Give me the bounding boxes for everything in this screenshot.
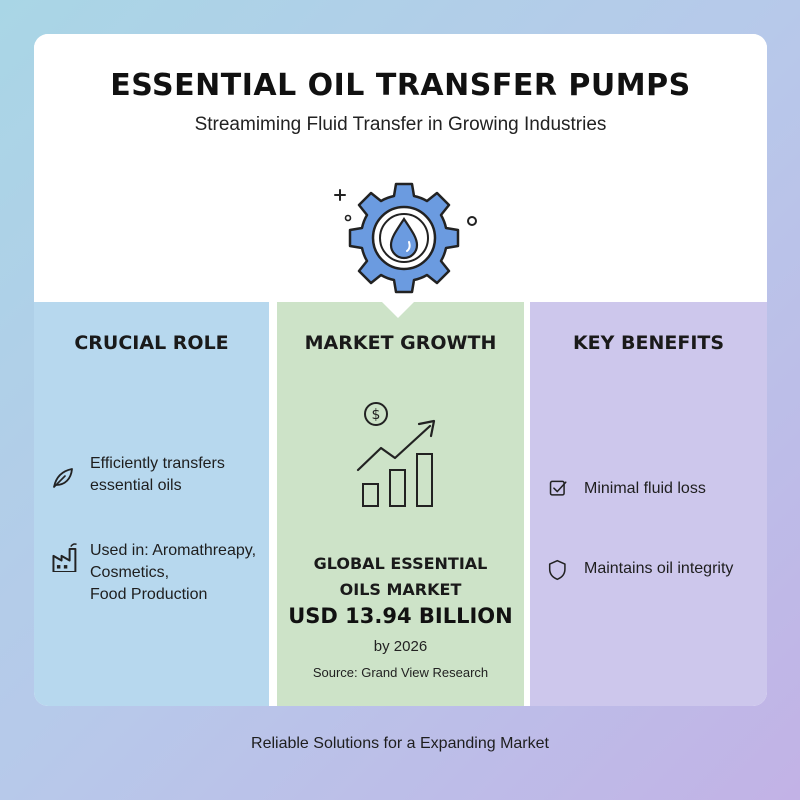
list-item (50, 540, 256, 606)
item-text: Minimal fluid loss (584, 480, 706, 497)
page-title: ESSENTIAL OIL TRANSFER PUMPS (110, 68, 691, 103)
gear-oil-drop-icon (330, 174, 490, 304)
item-text: Efficiently transfers essential oils (90, 455, 225, 494)
svg-text:$: $ (371, 407, 381, 423)
page-subtitle: Streamiming Fluid Transfer in Growing Industries (194, 114, 607, 135)
growth-chart-dollar-icon (355, 400, 447, 512)
column-heading: MARKET GROWTH (304, 332, 497, 354)
list-item (548, 478, 706, 500)
market-title: GLOBAL ESSENTIAL OILS MARKET (313, 554, 488, 599)
header-section (34, 34, 767, 302)
column-heading: KEY BENEFITS (572, 332, 725, 354)
footer-tagline: Reliable Solutions for a Expanding Market (251, 735, 549, 752)
dot-icon (346, 216, 351, 221)
market-year: by 2026 (373, 638, 428, 655)
header-pointer (382, 302, 414, 318)
columns-section (34, 302, 767, 706)
leaf-icon (50, 465, 76, 491)
market-growth-column (277, 302, 524, 706)
list-item (548, 558, 733, 582)
crucial-role-column (34, 302, 269, 706)
item-text: Used in: Aromathreapy, Cosmetics, Food Production (90, 542, 257, 603)
list-item (50, 453, 225, 497)
key-benefits-column (530, 302, 767, 706)
dot-icon (468, 217, 476, 225)
item-text: Maintains oil integrity (584, 560, 734, 577)
factory-icon (50, 542, 80, 572)
market-value: USD 13.94 BILLION (288, 604, 513, 628)
checkbox-icon (548, 478, 570, 500)
market-source: Source: Grand View Research (312, 665, 489, 680)
column-heading: CRUCIAL ROLE (74, 332, 229, 354)
sparkle-icon (335, 190, 345, 200)
infographic-card (34, 34, 767, 706)
shield-icon (548, 558, 570, 582)
